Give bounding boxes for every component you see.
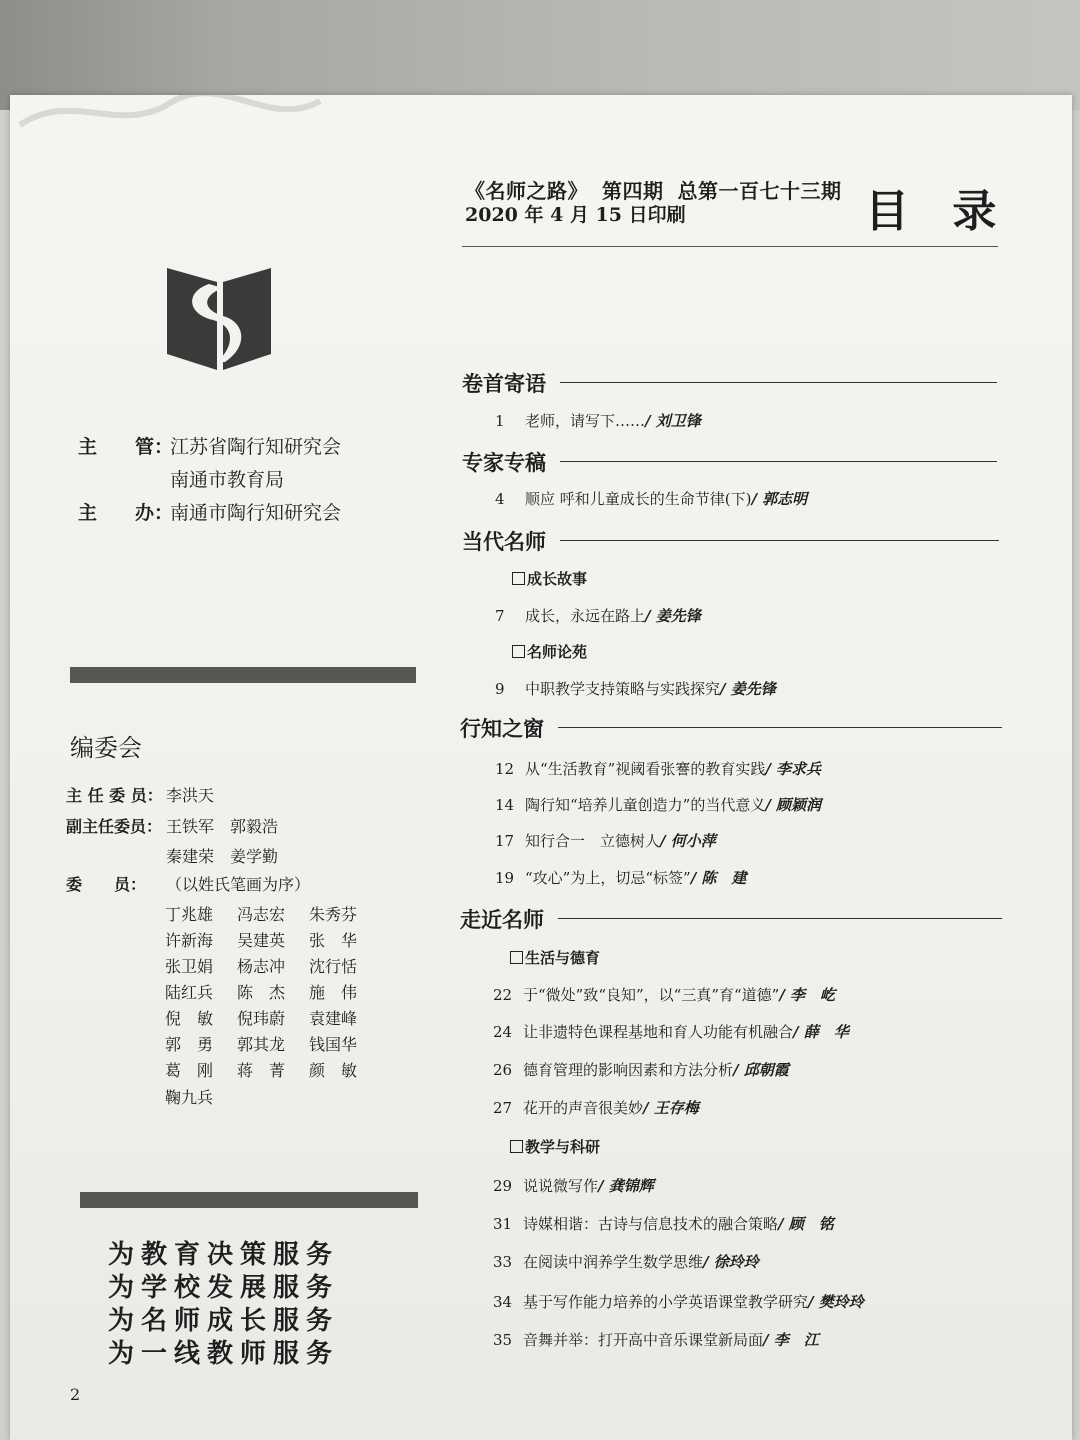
member-names-row: 葛 刚 蒋 菁 颜 敏	[165, 1061, 358, 1080]
toc-entry[interactable]: 29 说说微写作/ 龚锦辉	[493, 1177, 654, 1195]
toc-entry[interactable]: 24 让非遗特色课程基地和育人功能有机融合/ 薛 华	[493, 1023, 849, 1041]
section-title: 卷首寄语	[462, 371, 546, 396]
section-title: 专家专稿	[462, 450, 546, 475]
checkbox-square-icon	[512, 572, 525, 585]
toc-entry[interactable]: 19 “攻心”为上，切忌“标签”/ 陈 建	[495, 869, 747, 887]
section-title: 走近名师	[460, 907, 544, 932]
floral-ornament	[10, 95, 430, 135]
slogan: 为学校发展服务	[108, 1273, 340, 1303]
print-date: 2020 年 4 月 15 日印刷	[465, 204, 686, 226]
toc-entry[interactable]: 12 从“生活教育”视阈看张謇的教育实践/ 李求兵	[495, 760, 822, 778]
sponsor: 南通市陶行知研究会	[170, 502, 342, 524]
subsection-title: 成长故事	[512, 568, 587, 589]
toc-entry[interactable]: 14 陶行知“培养儿童创造力”的当代意义/ 顾颖润	[495, 796, 822, 814]
sponsor-label: 主 办：	[78, 502, 174, 524]
supervisor-label: 主 管：	[78, 436, 174, 458]
toc-entry[interactable]: 4 顺应 呼和儿童成长的生命节律(下)/ 郭志明	[495, 490, 808, 508]
members-row	[66, 872, 310, 895]
toc-entry[interactable]: 27 花开的声音很美妙/ 王存梅	[493, 1099, 699, 1117]
director-row	[66, 783, 214, 806]
slogan: 为教育决策服务	[108, 1240, 340, 1270]
checkbox-square-icon	[512, 645, 525, 658]
member-names-row: 郭 勇 郭其龙 钱国华	[165, 1035, 358, 1054]
toc-entry[interactable]: 17 知行合一 立德树人/ 何小萍	[495, 832, 716, 850]
section-rule	[560, 540, 999, 541]
toc-entry[interactable]: 26 德育管理的影响因素和方法分析/ 邱朝霞	[493, 1061, 789, 1079]
supervisor-2: 南通市教育局	[170, 469, 285, 491]
checkbox-square-icon	[510, 951, 523, 964]
members-note: （以姓氏笔画为序）	[166, 875, 311, 894]
journal-name: 《名师之路》	[465, 179, 588, 203]
page-number: 2	[70, 1385, 81, 1404]
toc-entry[interactable]: 7 成长，永远在路上/ 姜先锋	[495, 607, 701, 625]
section-rule	[558, 727, 1002, 728]
members-label: 委 员：	[66, 875, 147, 894]
total-issue: 总第一百七十三期	[677, 179, 842, 203]
member-names-row: 倪 敏 倪玮蔚 袁建峰	[165, 1009, 358, 1028]
top-gray-band	[0, 0, 1080, 110]
divider-bar-top	[70, 667, 416, 683]
toc-entry[interactable]: 35 音舞并举：打开高中音乐课堂新局面/ 李 江	[493, 1331, 819, 1349]
issue-number: 第四期	[602, 179, 664, 203]
vice-label: 副主任委员：	[66, 817, 163, 836]
toc-entry[interactable]: 33 在阅读中润养学生数学思维/ 徐玲玲	[493, 1253, 759, 1271]
vice-names-2: 秦建荣 姜学勤	[166, 847, 279, 866]
section-title: 行知之窗	[460, 716, 544, 741]
director-label: 主 任 委 员：	[66, 786, 163, 805]
member-names-row: 丁兆雄 冯志宏 朱秀芬	[165, 905, 358, 924]
member-names-row: 陆红兵 陈 杰 施 伟	[165, 983, 358, 1002]
sponsor-row	[78, 498, 341, 525]
section-rule	[560, 382, 997, 383]
member-names-row: 张卫娟 杨志冲 沈行恬	[165, 957, 358, 976]
toc-entry[interactable]: 1 老师，请写下……/ 刘卫锋	[495, 412, 701, 430]
toc-entry[interactable]: 9 中职教学支持策略与实践探究/ 姜先锋	[495, 680, 776, 698]
header-rule	[462, 246, 998, 247]
toc-entry[interactable]: 31 诗媒相谐：古诗与信息技术的融合策略/ 顾 铭	[493, 1215, 834, 1233]
slogan: 为名师成长服务	[108, 1306, 340, 1336]
subsection-title: 名师论苑	[512, 641, 587, 662]
toc-entry[interactable]: 22 于“微处”致“良知”，以“三真”育“道德”/ 李 屹	[493, 986, 836, 1004]
member-names-row: 许新海 吴建英 张 华	[165, 931, 358, 950]
toc-entry[interactable]: 34 基于写作能力培养的小学英语课堂教学研究/ 樊玲玲	[493, 1293, 864, 1311]
slogan: 为一线教师服务	[108, 1339, 340, 1369]
toc-title: 目 录	[865, 186, 1011, 237]
section-rule	[558, 918, 1002, 919]
member-names-row: 鞠九兵	[165, 1088, 214, 1107]
checkbox-square-icon	[510, 1140, 523, 1153]
supervisor-row	[78, 432, 341, 459]
section-title: 当代名师	[462, 529, 546, 554]
vice-names-1: 王铁军 郭毅浩	[166, 817, 279, 836]
director-name: 李洪天	[166, 786, 215, 805]
subsection-title: 教学与科研	[510, 1136, 600, 1157]
journal-logo-icon	[165, 262, 275, 372]
board-title: 编委会	[70, 734, 142, 762]
section-rule	[560, 461, 997, 462]
divider-bar-bottom	[80, 1192, 418, 1208]
supervisor-1: 江苏省陶行知研究会	[170, 436, 342, 458]
vice-row	[66, 814, 278, 837]
subsection-title: 生活与德育	[510, 947, 600, 968]
